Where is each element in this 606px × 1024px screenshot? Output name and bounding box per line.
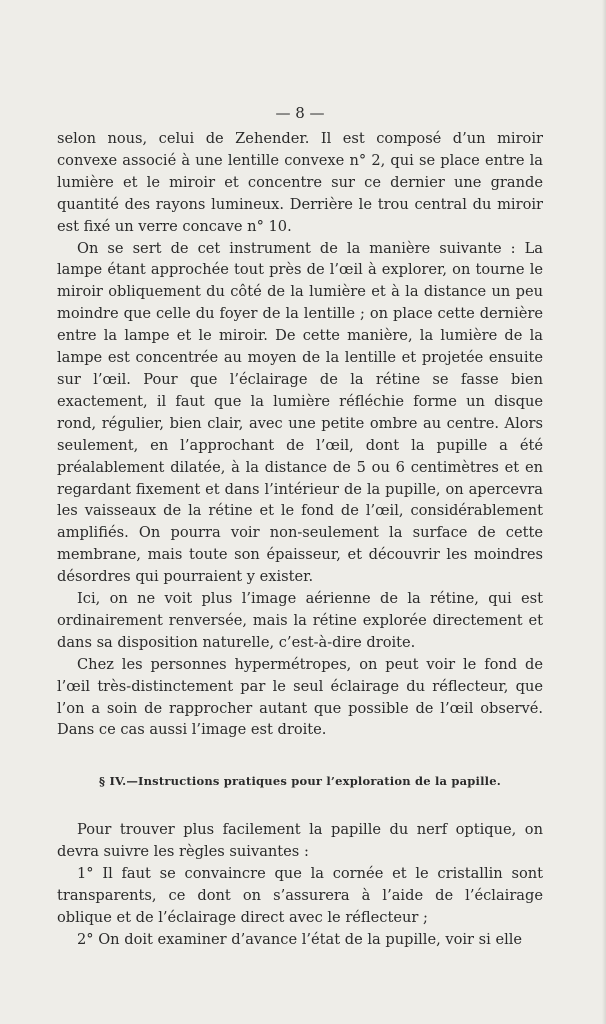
page-text-block: [57, 102, 543, 951]
section-heading: § IV.—Instructions pratiques pour l’exploration de la papille.: [99, 774, 501, 789]
paragraph-rule-2: 2° On doit examiner d’avance l’état de la pupille, voir si elle: [77, 930, 523, 948]
page-edge-shadow: [602, 0, 606, 1024]
paragraph-hypermetropes: Chez les personnes hypermétropes, on peut voir le fond de l’œil très-distinctement par le seul éclairage du réflecteur, que l’on a soin de rapprocher autant que possible de l’œil observé. Dans ce cas aussi l’image est droite.: [57, 655, 543, 739]
paragraph-papilla-intro: Pour trouver plus facilement la papille du nerf optique, on devra suivre les règles suivantes :: [57, 821, 543, 861]
paragraph-instrument-usage: On se sert de cet instrument de la manière suivante : La lampe étant approchée tout près de l’œil à explorer, on tourne le miroir obliquement du côté de la lumière et à la distance un peu moindre que celle du foyer de la lentille ; on place cette dernière entre la lampe et le miroir. De cette manière, la lumière de la lampe est concentrée au moyen de la lentille et projetée ensuite sur l’œil. Pour que l’éclairage de la rétine se fasse bien exactement, il faut que la lumière réfléchie forme un disque rond, régulier, bien clair, avec une petite ombre au centre. Alors seulement, en l’approchant de l’œil, dont la pupille a été préalablement dilatée, à la distance de 5 ou 6 centimètres et en regardant fixement et dans l’intérieur de la pupille, on apercevra les vaisseaux de la rétine et le fond de l’œil, considérablement amplifiés. On pourra voir non-seulement la surface de cette membrane, mais toute son épaisseur, et découvrir les moindres désordres qui pourraient y exister.: [57, 239, 543, 586]
page-number-header: — 8 —: [275, 104, 325, 122]
paragraph-rule-1: 1° Il faut se convaincre que la cornée et le cristallin sont transparents, ce dont on s’assurera à l’aide de l’éclairage oblique et de l’éclairage direct avec le réflecteur ;: [57, 865, 543, 926]
paragraph-zehender-mirror: selon nous, celui de Zehender. Il est composé d’un miroir convexe associé à une lentille convexe n° 2, qui se place entre la lumière et le miroir et concentre sur ce dernier une grande quantité des rayons lumineux. Derrière le trou central du miroir est fixé un verre concave n° 10.: [57, 130, 543, 235]
paragraph-aerial-image: Ici, on ne voit plus l’image aérienne de la rétine, qui est ordinairement renversée, mais la rétine explorée directement et dans sa disposition naturelle, c’est-à-dire droite.: [57, 590, 543, 651]
